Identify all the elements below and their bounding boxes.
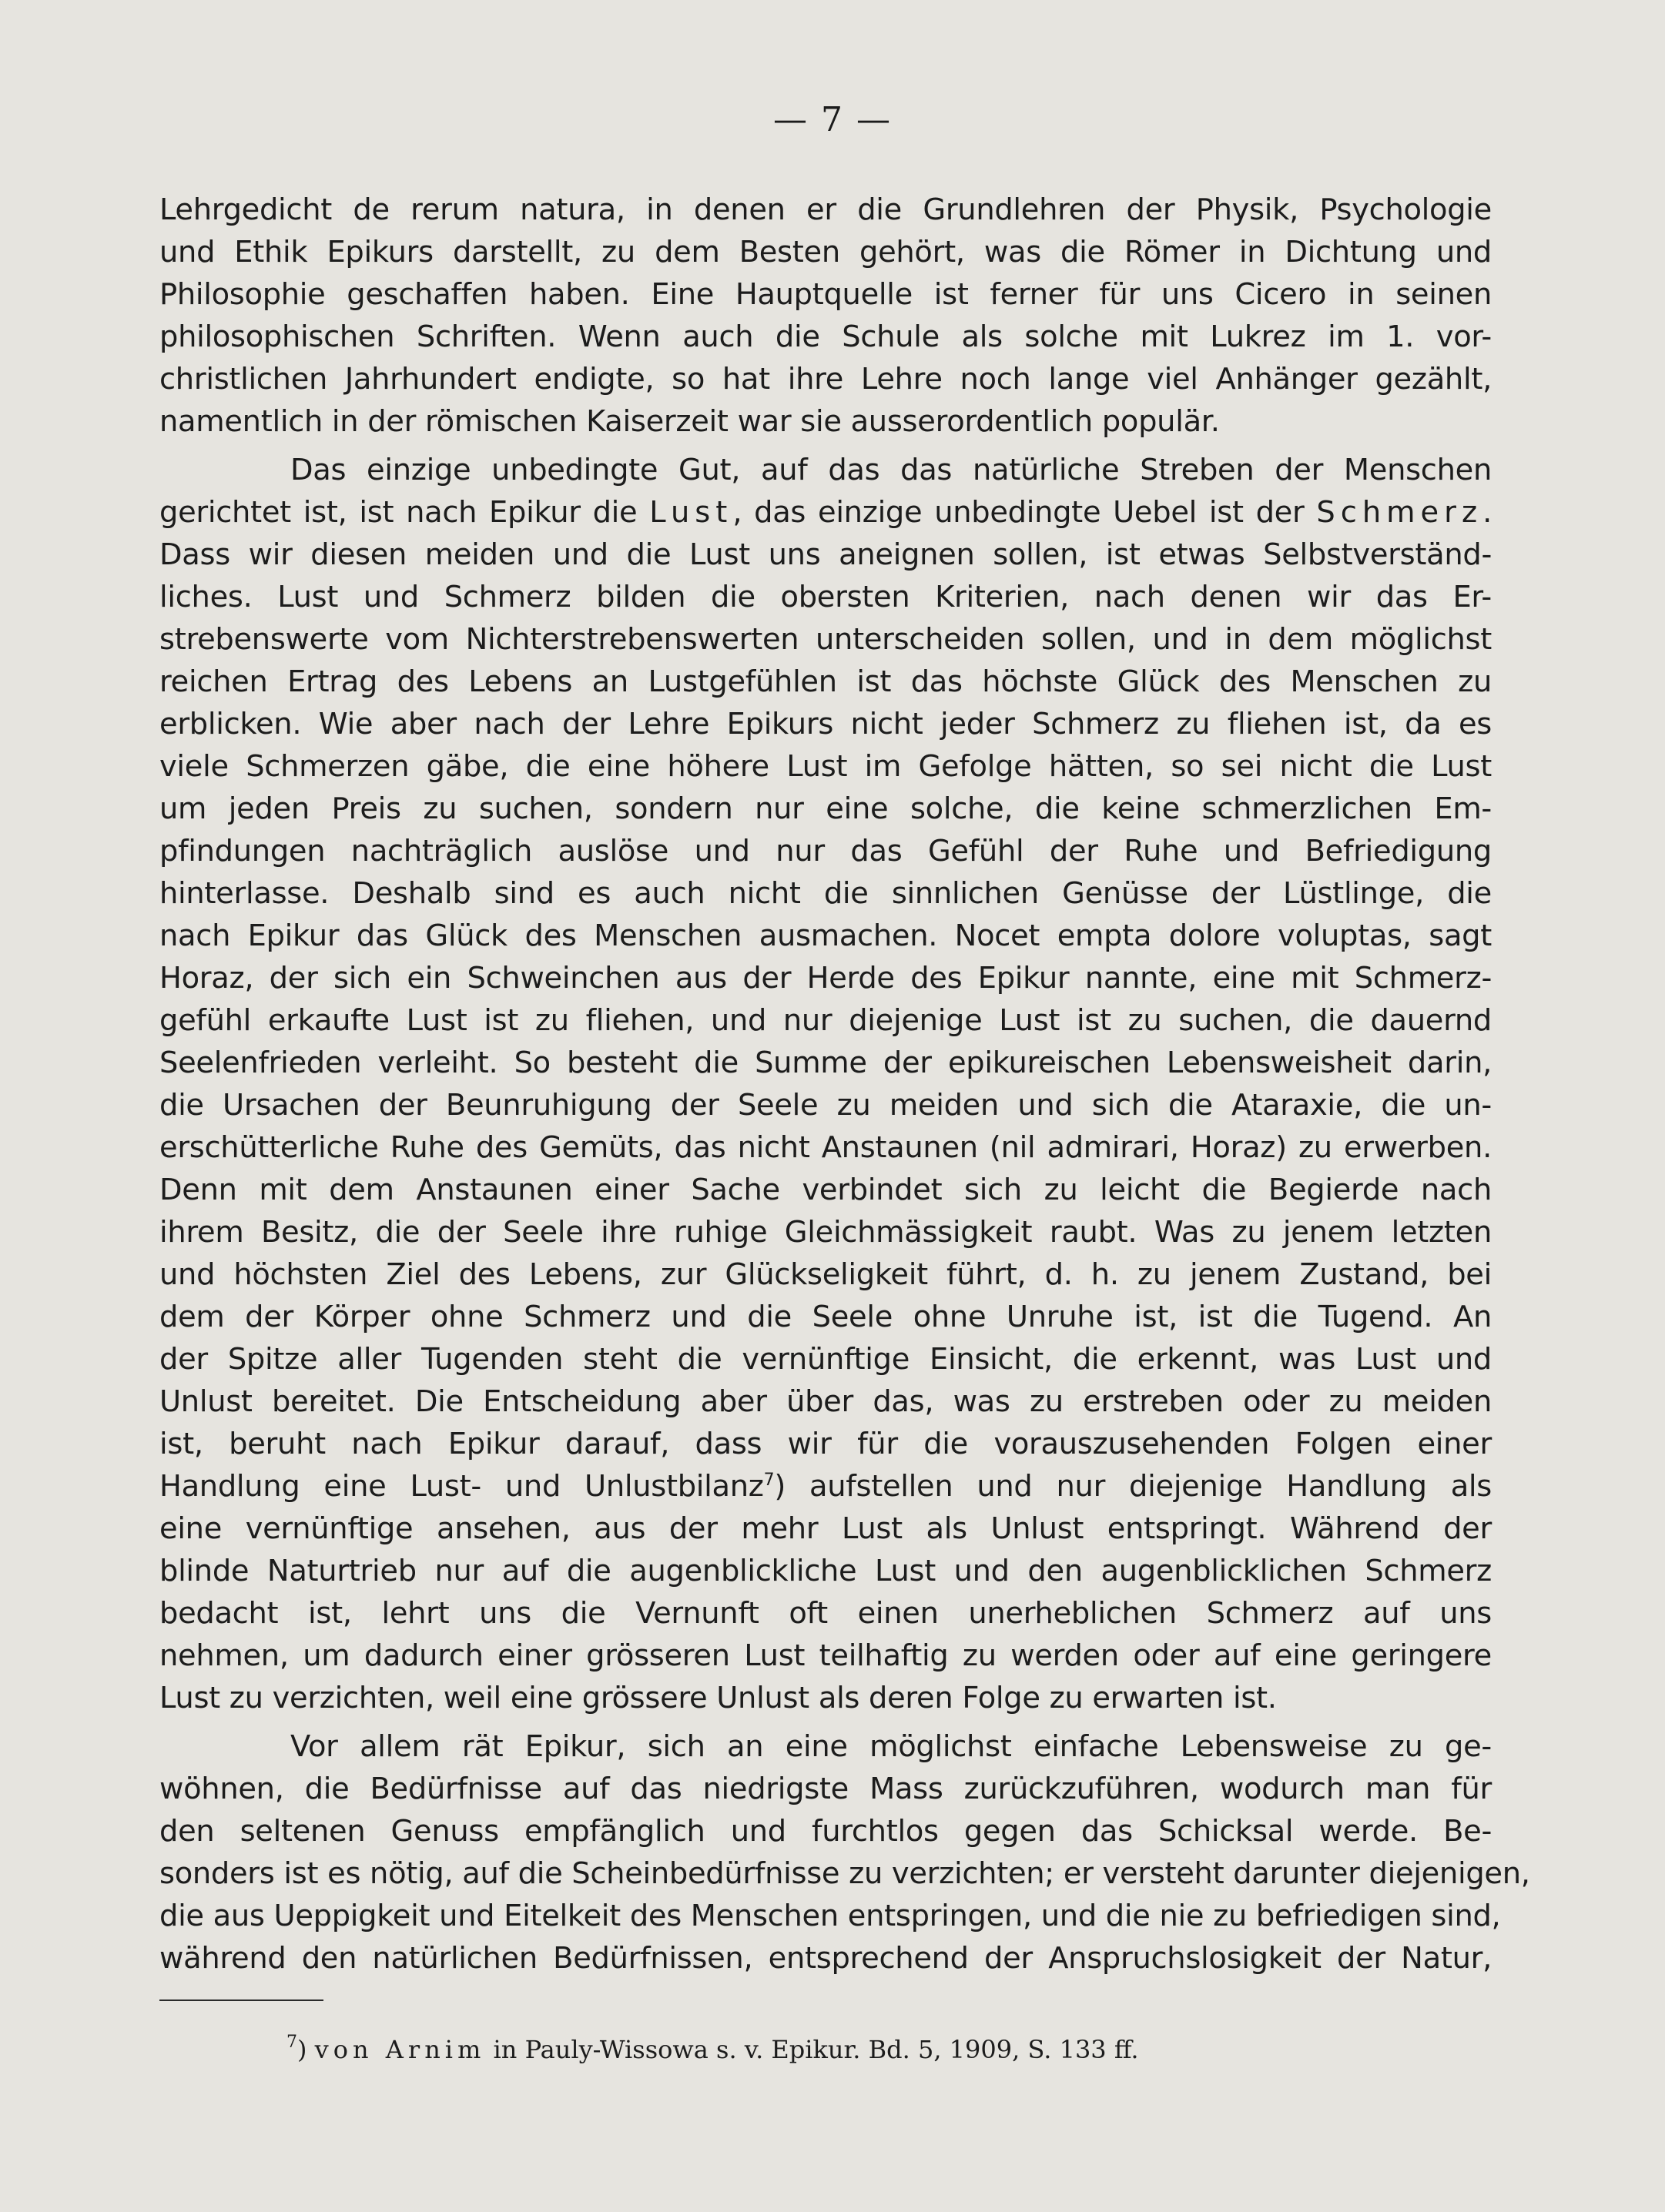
text-line: pfindungen nachträglich auslöse und nur das Gefühl der Ruhe und Befriedigung — [159, 834, 1492, 868]
text-fragment: Handlung eine Lust- und Unlustbilanz — [159, 1469, 764, 1504]
text-line: dem der Körper ohne Schmerz und die Seele ohne Unruhe ist, ist die Tugend. An — [159, 1300, 1492, 1334]
text-line: christlichen Jahrhundert endigte, so hat ihre Lehre noch lange viel Anhänger gezählt, — [159, 362, 1492, 397]
text-fragment: , das einzige unbedingte Uebel ist der — [732, 495, 1317, 530]
text-line: erschütterliche Ruhe des Gemüts, das nicht Anstaunen (nil admirari, Horaz) zu erwerben. — [159, 1130, 1492, 1165]
text-line: Das einzige unbedingte Gut, auf das das natürliche Streben der Menschen — [290, 453, 1492, 487]
text-line: wöhnen, die Bedürfnisse auf das niedrigste Mass zurückzuführen, wodurch man für — [159, 1772, 1492, 1806]
emphasis-lust: Lust — [649, 495, 733, 530]
text-line: gefühl erkaufte Lust ist zu fliehen, und nur diejenige Lust ist zu suchen, die dauernd — [159, 1003, 1492, 1038]
text-line: sonders ist es nötig, auf die Scheinbedürfnisse zu verzichten; er versteht darunter diejenigen, — [159, 1856, 1530, 1891]
text-line: strebenswerte vom Nichterstrebenswerten unterscheiden sollen, und in dem möglichst — [159, 622, 1492, 657]
paragraph-2 — [159, 449, 1492, 1719]
text-line: den seltenen Genuss empfänglich und furchtlos gegen das Schicksal werde. Be- — [159, 1814, 1492, 1849]
text-line: reichen Ertrag des Lebens an Lustgefühlen ist das höchste Glück des Menschen zu — [159, 664, 1492, 699]
text-line: der Spitze aller Tugenden steht die vernünftige Einsicht, die erkennt, was Lust und — [159, 1342, 1492, 1377]
text-line-with-footnote-ref — [159, 1465, 1492, 1508]
text-line: Denn mit dem Anstaunen einer Sache verbindet sich zu leicht die Begierde nach — [159, 1173, 1492, 1207]
paragraph-3 — [159, 1725, 1530, 1979]
footnote-reference: 7 — [763, 1471, 775, 1490]
text-line: Philosophie geschaffen haben. Eine Hauptquelle ist ferner für uns Cicero in seinen — [159, 277, 1492, 312]
text-line: Dass wir diesen meiden und die Lust uns aneignen sollen, ist etwas Selbstverständ- — [159, 537, 1492, 572]
text-line: die Ursachen der Beunruhigung der Seele zu meiden und sich die Ataraxie, die un- — [159, 1088, 1492, 1123]
text-fragment: gerichtet ist, ist nach Epikur die — [159, 495, 650, 530]
text-line: Horaz, der sich ein Schweinchen aus der Herde des Epikur nannte, eine mit Schmerz- — [159, 961, 1492, 996]
text-line: philosophischen Schriften. Wenn auch die Schule als solche mit Lukrez im 1. vor- — [159, 320, 1492, 354]
footnote-mark: 7 — [286, 2033, 297, 2052]
footnote-divider — [159, 2000, 323, 2001]
text-line-with-emphasis — [159, 491, 1492, 534]
text-line: Seelenfrieden verleiht. So besteht die Summe der epikureischen Lebensweisheit darin, — [159, 1046, 1492, 1080]
text-line: und Ethik Epikurs darstellt, zu dem Besten gehört, was die Römer in Dichtung und — [159, 235, 1492, 269]
text-fragment: . — [1482, 495, 1492, 530]
footnote-author: von Arnim — [314, 2035, 486, 2064]
text-line: die aus Ueppigkeit und Eitelkeit des Menschen entspringen, und die nie zu befriedigen sind, — [159, 1899, 1501, 1933]
text-line: und höchsten Ziel des Lebens, zur Glückseligkeit führt, d. h. zu jenem Zustand, bei — [159, 1257, 1492, 1292]
text-line: viele Schmerzen gäbe, die eine höhere Lust im Gefolge hätten, so sei nicht die Lust — [159, 749, 1492, 784]
emphasis-schmerz: Schmerz — [1316, 495, 1483, 530]
text-line: um jeden Preis zu suchen, sondern nur eine solche, die keine schmerzlichen Em- — [159, 791, 1492, 826]
text-line: liches. Lust und Schmerz bilden die obersten Kriterien, nach denen wir das Er- — [159, 580, 1492, 614]
text-line: Vor allem rät Epikur, sich an eine möglichst einfache Lebensweise zu ge- — [290, 1729, 1492, 1764]
text-line: ihrem Besitz, die der Seele ihre ruhige Gleichmässigkeit raubt. Was zu jenem letzten — [159, 1215, 1492, 1250]
text-line: blinde Naturtrieb nur auf die augenblickliche Lust und den augenblicklichen Schmerz — [159, 1554, 1492, 1588]
text-line: bedacht ist, lehrt uns die Vernunft oft einen unerheblichen Schmerz auf uns — [159, 1596, 1492, 1631]
text-line: nehmen, um dadurch einer grösseren Lust teilhaftig zu werden oder auf eine geringere — [159, 1638, 1492, 1673]
body-text — [159, 189, 1530, 1979]
text-line: Lehrgedicht de rerum natura, in denen er die Grundlehren der Physik, Psychologie — [159, 192, 1492, 227]
text-fragment: ) aufstellen und nur diejenige Handlung als — [774, 1469, 1492, 1504]
text-line: hinterlasse. Deshalb sind es auch nicht die sinnlichen Genüsse der Lüstlinge, die — [159, 876, 1492, 911]
text-line: namentlich in der römischen Kaiserzeit war sie ausserordentlich populär. — [159, 404, 1220, 439]
text-line: während den natürlichen Bedürfnissen, entsprechend der Anspruchslosigkeit der Natur, — [159, 1941, 1492, 1976]
page-number: — 7 — — [773, 100, 892, 139]
text-line: nach Epikur das Glück des Menschen ausmachen. Nocet empta dolore voluptas, sagt — [159, 919, 1492, 953]
text-line: Lust zu verzichten, weil eine grössere Unlust als deren Folge zu erwarten ist. — [159, 1681, 1277, 1715]
text-line: Unlust bereitet. Die Entscheidung aber über das, was zu erstreben oder zu meiden — [159, 1384, 1492, 1419]
text-line: eine vernünftige ansehen, aus der mehr Lust als Unlust entspringt. Während der — [159, 1511, 1492, 1546]
text-line: erblicken. Wie aber nach der Lehre Epikurs nicht jeder Schmerz zu fliehen ist, da es — [159, 707, 1492, 741]
text-line: ist, beruht nach Epikur darauf, dass wir für die vorauszusehenden Folgen einer — [159, 1427, 1492, 1461]
footnote-mark-close: ) — [297, 2035, 307, 2064]
paragraph-1 — [159, 189, 1492, 443]
footnote — [286, 2035, 1139, 2064]
footnote-text: in Pauly-Wissowa s. v. Epikur. Bd. 5, 1909, S. 133 ff. — [485, 2035, 1139, 2064]
